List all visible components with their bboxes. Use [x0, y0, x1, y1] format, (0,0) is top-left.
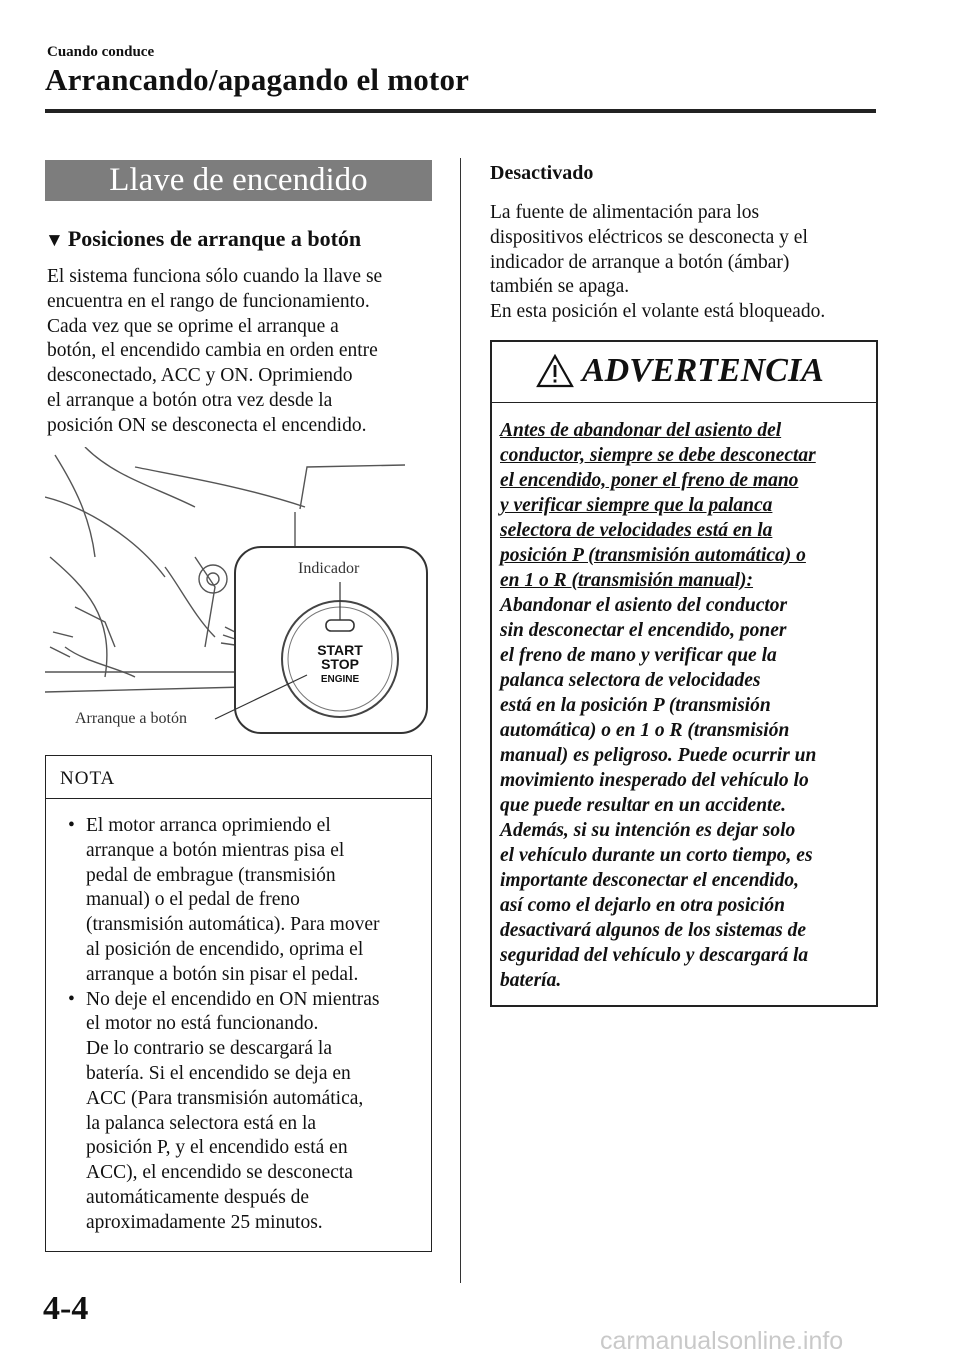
watermark: carmanualsonline.info: [600, 1327, 844, 1355]
page-number: 4-4: [43, 1290, 89, 1327]
warning-box: [490, 340, 878, 1007]
note-line: el motor no está funcionando.: [86, 1013, 319, 1035]
warning-underlined-line: el encendido, poner el freno de mano: [500, 470, 799, 491]
warning-line: Abandonar el asiento del conductor: [500, 595, 788, 616]
warning-header: [492, 342, 876, 402]
desactivado-paragraph: [490, 201, 880, 325]
warning-underlined-line: selectora de velocidades está en la: [500, 520, 773, 541]
paragraph-line: En esta posición el volante está bloqueado.: [490, 301, 826, 323]
warning-line: así como el dejarlo en otra posición: [500, 895, 785, 916]
warning-line: está en la posición P (transmisión: [500, 695, 771, 716]
dashboard-illustration: [45, 447, 433, 737]
button-text-engine: ENGINE: [320, 674, 360, 685]
paragraph-line: también se apaga.: [490, 276, 630, 298]
note-line: aproximadamente 25 minutos.: [86, 1211, 323, 1233]
note-list: [64, 814, 424, 1236]
warning-underlined-line: y verificar siempre que la palanca: [500, 495, 773, 516]
note-item: [64, 814, 424, 988]
paragraph-line: La fuente de alimentación para los: [490, 202, 760, 223]
note-line: manual) o el pedal de freno: [86, 889, 300, 911]
warning-line: seguridad del vehículo y descargará la: [500, 945, 809, 966]
note-line: arranque a botón sin pisar el pedal.: [86, 963, 359, 985]
subheading: [45, 226, 361, 252]
intro-line: El sistema funciona sólo cuando la llave se: [47, 266, 383, 287]
note-line: ACC (Para transmisión automática,: [86, 1087, 364, 1109]
note-line: la palanca selectora está en la: [86, 1112, 317, 1134]
note-title: NOTA: [60, 768, 116, 789]
note-line: No deje el encendido en ON mientras: [86, 988, 380, 1010]
column-divider: [460, 158, 461, 1283]
warning-body: [500, 418, 870, 993]
warning-underlined-line: en 1 o R (transmisión manual):: [500, 570, 754, 591]
warning-underlined-line: posición P (transmisión automática) o: [500, 545, 806, 566]
paragraph-line: indicador de arranque a botón (ámbar): [490, 251, 790, 273]
warning-line: movimiento inesperado del vehículo lo: [500, 770, 809, 791]
note-box: [45, 755, 432, 1252]
warning-line: importante desconectar el encendido,: [500, 870, 799, 891]
intro-line: encuentra en el rango de funcionamiento.: [47, 290, 370, 312]
button-text-stop: STOP: [321, 656, 359, 672]
note-item: [64, 988, 424, 1236]
start-button-label: Arranque a botón: [75, 710, 187, 727]
intro-line: posición ON se desconecta el encendido.: [47, 414, 367, 436]
note-line: El motor arranca oprimiendo el: [86, 815, 331, 836]
bullet-icon: •: [68, 815, 75, 836]
subheading-text: Posiciones de arranque a botón: [67, 226, 362, 251]
indicator-label: Indicador: [298, 560, 360, 577]
warning-line: Además, si su intención es dejar solo: [500, 820, 796, 841]
note-line: De lo contrario se descargará la: [86, 1038, 332, 1060]
note-line: automáticamente después de: [86, 1186, 310, 1208]
desactivado-heading: Desactivado: [490, 162, 594, 184]
note-line: al posición de encendido, oprima el: [86, 938, 364, 960]
page-title: Arrancando/apagando el motor: [45, 62, 470, 97]
warning-line: automática) o en 1 o R (transmisión: [500, 720, 790, 741]
warning-line: batería.: [500, 970, 562, 991]
note-line: posición P, y el encendido está en: [86, 1137, 348, 1159]
intro-line: botón, el encendido cambia en orden entre: [47, 340, 378, 362]
intro-line: Cada vez que se oprime el arranque a: [47, 315, 339, 337]
note-line: batería. Si el encendido se deja en: [86, 1062, 351, 1084]
warning-underlined-line: Antes de abandonar del asiento del: [500, 420, 782, 441]
intro-paragraph: [47, 265, 442, 439]
note-line: arranque a botón mientras pisa el: [86, 839, 345, 861]
warning-line: manual) es peligroso. Puede ocurrir un: [500, 745, 817, 766]
warning-line: palanca selectora de velocidades: [500, 670, 761, 691]
warning-line: el freno de mano y verificar que la: [500, 645, 777, 666]
note-line: ACC), el encendido se desconecta: [86, 1162, 353, 1184]
warning-line: el vehículo durante un corto tiempo, es: [500, 845, 813, 866]
warning-title: ADVERTENCIA: [582, 352, 824, 389]
note-line: (transmisión automática). Para mover: [86, 914, 380, 936]
warning-divider: [492, 402, 876, 403]
section-label: Cuando conduce: [47, 44, 155, 60]
warning-line: que puede resultar en un accidente.: [500, 795, 786, 816]
warning-line: desactivará algunos de los sistemas de: [500, 920, 807, 941]
warning-triangle-icon: [536, 354, 574, 388]
note-line: pedal de embrague (transmisión: [86, 864, 336, 886]
note-divider: [46, 798, 431, 799]
bullet-icon: •: [68, 988, 75, 1010]
ignition-figure: [45, 447, 433, 737]
button-text-start: START: [317, 642, 363, 658]
header-rule: [45, 109, 876, 113]
intro-line: el arranque a botón otra vez desde la: [47, 389, 333, 411]
section-banner: Llave de encendido: [45, 160, 432, 201]
paragraph-line: dispositivos eléctricos se desconecta y el: [490, 226, 808, 248]
warning-line: sin desconectar el encendido, poner: [500, 620, 787, 641]
triangle-bullet-icon: ▼: [45, 230, 64, 251]
warning-underlined-line: conductor, siempre se debe desconectar: [500, 445, 816, 466]
intro-line: desconectado, ACC y ON. Oprimiendo: [47, 365, 353, 387]
